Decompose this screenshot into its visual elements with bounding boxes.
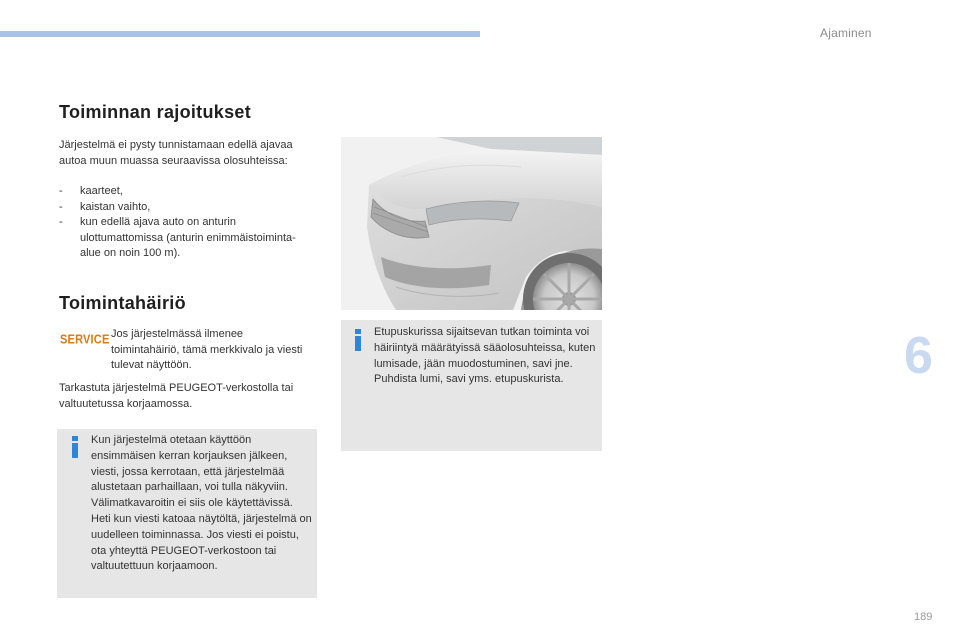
info-icon: [354, 329, 362, 351]
limits-intro: Järjestelmä ei pysty tunnistamaan edellä ajavaa autoa muun muassa seuraavissa olosuhteissa:: [59, 139, 293, 167]
service-warning-text: Jos järjestelmässä ilmenee toimintahäiriö, tämä merkkivalo ja viesti tulevat näyttöön.: [111, 328, 303, 371]
list-item: - kaarteet,: [59, 184, 309, 200]
info-icon: [71, 436, 79, 458]
header-accent-bar: [0, 31, 480, 37]
info-box-initialization: [57, 429, 317, 598]
section-title-fault: Toimintahäiriö: [59, 293, 186, 313]
radar-cleaning-text: Puhdista lumi, savi yms. etupuskurista.: [374, 373, 564, 386]
fault-check-text: Tarkastuta järjestelmä PEUGEOT-verkostolla tai valtuutetussa korjaamossa.: [59, 382, 294, 410]
list-item: - kun edellä ajava auto on anturin ulottumattomissa (anturin enimmäistoiminta-alue on noin 100 m).: [59, 215, 309, 262]
service-warning-icon: SERVICE: [60, 332, 110, 348]
chapter-name: Ajaminen: [820, 26, 872, 40]
chapter-number: 6: [904, 327, 933, 385]
info-box-text: Kun järjestelmä otetaan käyttöön ensimmäisen kerran korjauksen jälkeen, viesti, jossa kerrotaan, että järjestelmää alustetaan parhaillaan, voi tulla näkyviin. Välimatkavaroitin ei siis ole käytettävissä. Heti kun viesti katoaa näytöltä, järjestelmä on uudelleen toiminnassa. Jos viesti ei poistu, ota yhteyttä PEUGEOT-verkostoon tai valtuutettuun korjaamoon.: [91, 434, 312, 573]
info-box-radar: [341, 320, 602, 451]
radar-warning-text: Etupuskurissa sijaitsevan tutkan toiminta voi häiriintyä määrätyissä sääolosuhteissa, kuten lumisade, jään muodostuminen, savi jne.: [374, 326, 596, 370]
section-title-limits: Toiminnan rajoitukset: [59, 102, 251, 122]
info-box-text: [374, 325, 596, 388]
page-number: 189: [914, 611, 933, 623]
limits-list: [59, 184, 309, 262]
car-front-illustration: [341, 137, 602, 310]
list-item: - kaistan vaihto,: [59, 200, 309, 216]
car-front-image: [341, 137, 602, 310]
